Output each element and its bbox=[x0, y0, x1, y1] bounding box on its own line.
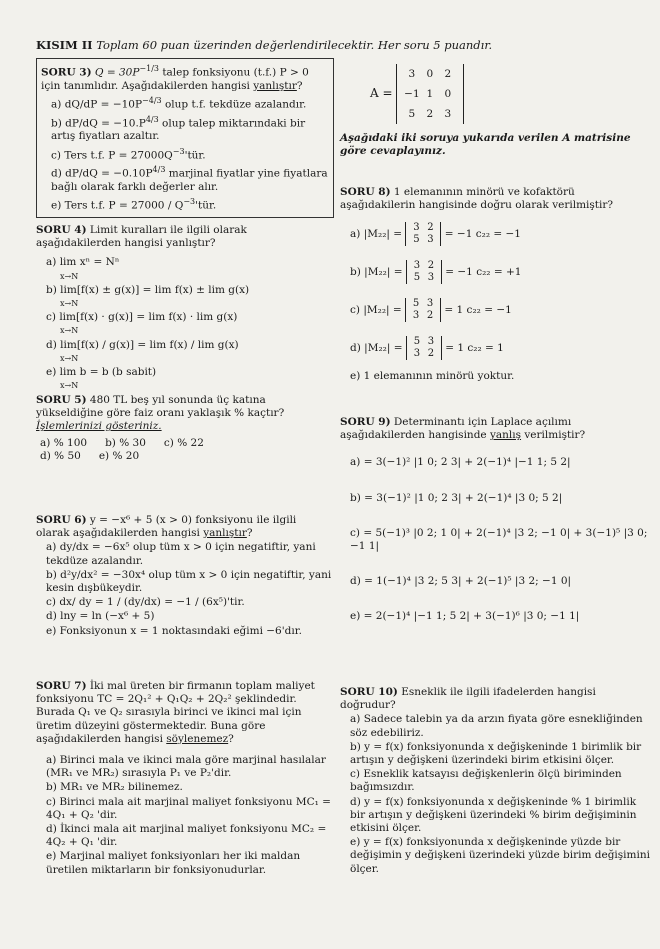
q6-option-e[interactable]: e) Fonksiyonun x = 1 noktasındaki eğimi −6'dır. bbox=[46, 624, 302, 637]
q9-option-d[interactable]: d) = 1(−1)⁴ |3 2; 5 3| + 2(−1)⁵ |3 2; −1 0| bbox=[350, 575, 572, 588]
q6-option-d[interactable]: d) lny = ln (−x⁶ + 5) bbox=[46, 610, 155, 623]
q3-option-c[interactable]: c) Ters t.f. $P = 27000Q^{-3}'tür$. bbox=[51, 146, 206, 162]
q5-option-b[interactable]: b) % 30 bbox=[105, 436, 146, 449]
q5-option-e[interactable]: e) % 20 bbox=[98, 449, 140, 462]
q9-option-a[interactable]: a) = 3(−1)² |1 0; 2 3| + 2(−1)⁴ |−1 1; 5 2| bbox=[350, 456, 571, 469]
q3-option-b[interactable]: b) $dP/dQ = -10.P^{4/3}$ olup talep miktarındaki bir artış fiyatları azaltır. bbox=[51, 114, 306, 143]
section-header bbox=[36, 38, 636, 52]
matrix-caption: Aşağıdaki iki soruya yukarıda verilen A matrisine göre cevaplayınız. bbox=[340, 132, 631, 158]
q7-stem: SORU 7) İki mal üreten bir firmanın toplam maliyet fonksiyonu TC = 2Q₁² + Q₁Q₂ + 2Q₂² şeklindedir. Burada Q₁ ve Q₂ sırasıyla birinci ve ikinci mal için üretim düzeyini göstermektedir. Buna göre aşağıdakilerden hangisi söylenemez? bbox=[36, 680, 315, 745]
q5-option-d[interactable]: d) % 50 bbox=[40, 449, 81, 462]
q8-stem: SORU 8) 1 elemanının minörü ve kofaktörü aşağıdakilerin hangisinde doğru olarak verilmiştir? bbox=[340, 186, 613, 212]
q9-option-c[interactable]: c) = 5(−1)³ |0 2; 1 0| + 2(−1)⁴ |3 2; −1 0| + 3(−1)⁵ |3 0; −1 1| bbox=[350, 526, 648, 553]
q4-option-d[interactable]: d) lim[f(x) / g(x)] = lim f(x) / lim g(x) x→N bbox=[46, 338, 239, 363]
q8-option-e[interactable]: e) 1 elemanının minörü yoktur. bbox=[350, 370, 515, 383]
q10-option-b[interactable]: b) y = f(x) fonksiyonunda x değişkeninde 1 birimlik bir artışın y değişkeni üzerindeki birim etkisini ölçer. bbox=[350, 740, 642, 767]
q8-option-c[interactable]: c) |M₂₂| = 5 3 3 2 = 1 c₂₂ = −1 bbox=[350, 298, 512, 322]
q4-option-a[interactable]: a) lim xⁿ = Nⁿ x→N bbox=[46, 256, 120, 281]
question-7 bbox=[36, 680, 332, 878]
q7-option-d[interactable]: d) İkinci mala ait marjinal maliyet fonksiyonu MC₂ = 4Q₂ + Q₁ 'dir. bbox=[46, 823, 327, 849]
q10-option-e[interactable]: e) y = f(x) fonksiyonunda x değişkeninde yüzde bir değişimin y değişkeni üzerindeki yüzde birim değişimini ölçer. bbox=[350, 836, 650, 875]
q6-option-c[interactable]: c) dx/ dy = 1 / (dy/dx) = −1 / (6x⁵)'tir. bbox=[46, 596, 245, 609]
matrix-a: 3 0 2 −1 1 0 5 2 3 bbox=[396, 64, 464, 124]
q7-option-c[interactable]: c) Birinci mala ait marjinal maliyet fonksiyonu MC₁ = 4Q₁ + Q₂ 'dir. bbox=[46, 795, 331, 821]
q8-option-a[interactable]: a) |M₂₂| = 3 2 5 3 = −1 c₂₂ = −1 bbox=[350, 222, 521, 246]
q7-option-b[interactable]: b) MR₁ ve MR₂ bilinemez. bbox=[46, 781, 183, 794]
q10-stem: SORU 10) Esneklik ile ilgili ifadelerden hangisi doğrudur? bbox=[340, 686, 596, 712]
question-4 bbox=[36, 224, 332, 393]
q6-option-b[interactable]: b) d²y/dx² = −30x⁴ olup tüm x > 0 için negatiftir, yani kesin dışbükeydir. bbox=[46, 568, 332, 595]
q6-stem: SORU 6) y = −x⁶ + 5 (x > 0) fonksiyonu ile ilgili olarak aşağıdakilerden hangisi yanlıştır? bbox=[36, 514, 297, 540]
question-10 bbox=[340, 686, 650, 877]
matrix-a-block bbox=[340, 64, 650, 158]
q3-option-e[interactable]: e) Ters t.f. $P = 27000 / Q^{-3}'tür$. bbox=[51, 197, 217, 212]
matrix-label: A = bbox=[370, 86, 393, 100]
q4-stem: SORU 4) Limit kuralları ile ilgili olarak aşağıdakilerden hangisi yanlıştır? bbox=[36, 224, 247, 250]
question-8 bbox=[340, 186, 650, 385]
q4-option-b[interactable]: b) lim[f(x) ± g(x)] = lim f(x) ± lim g(x) x→N bbox=[46, 283, 250, 309]
q6-option-a[interactable]: a) dy/dx = −6x⁵ olup tüm x > 0 için negatiftir, yani tekdüze azalandır. bbox=[46, 541, 316, 567]
q4-option-c[interactable]: c) lim[f(x) · g(x)] = lim f(x) · lim g(x) x→N bbox=[46, 311, 238, 336]
q9-option-e[interactable]: e) = 2(−1)⁴ |−1 1; 5 2| + 3(−1)⁶ |3 0; −1 1| bbox=[350, 610, 580, 623]
q10-option-a[interactable]: a) Sadece talebin ya da arzın fiyata göre esnekliğinden söz edebiliriz. bbox=[350, 713, 643, 739]
section-part: KISIM II bbox=[36, 38, 93, 52]
q5-option-c[interactable]: c) % 22 bbox=[163, 436, 204, 449]
q9-option-b[interactable]: b) = 3(−1)² |1 0; 2 3| + 2(−1)⁴ |3 0; 5 2| bbox=[350, 491, 563, 504]
q5-stem: SORU 5) 480 TL beş yıl sonunda üç katına yükseldiğine göre faiz oranı yaklaşık % kaçtır? bbox=[36, 394, 285, 420]
q3-option-a[interactable]: a) $dQ/dP = -10P^{-4/3}$ olup t.f. tekdüze azalandır. bbox=[51, 95, 307, 111]
question-6 bbox=[36, 514, 332, 639]
q9-stem: SORU 9) Determinantı için Laplace açılımı aşağıdakilerden hangisinde yanlış verilmiştir? bbox=[340, 416, 586, 442]
q8-option-d[interactable]: d) |M₂₂| = 5 3 3 2 = 1 c₂₂ = 1 bbox=[350, 336, 504, 360]
question-3 bbox=[36, 58, 334, 218]
q10-option-c[interactable]: c) Esneklik katsayısı değişkenlerin ölçü biriminden bağımsızdır. bbox=[350, 768, 622, 794]
q3-stem: SORU 3) $Q = 30P^{-1/3}$ talep fonksiyonu (t.f.) P > 0 için tanımlıdır. Aşağıdakilerden hangisi yanlıştır? bbox=[41, 64, 309, 92]
q7-option-e[interactable]: e) Marjinal maliyet fonksiyonları her iki maldan üretilen miktarların bir fonksiyonudurlar. bbox=[46, 850, 301, 876]
q3-option-d[interactable]: d) $dP/dQ = -0.10P^{4/3}$ marjinal fiyatlar yine fiyatlara bağlı olarak farklı değerler alır. bbox=[51, 165, 328, 193]
question-9 bbox=[340, 416, 650, 625]
q7-option-a[interactable]: a) Birinci mala ve ikinci mala göre marjinal hasılalar (MR₁ ve MR₂) sırasıyla P₁ ve P₂'dir. bbox=[46, 754, 326, 780]
q10-option-d[interactable]: d) y = f(x) fonksiyonunda x değişkeninde % 1 birimlik bir artışın y değişkeni üzerindeki % birim değişiminin etkisini ölçer. bbox=[350, 795, 637, 835]
section-note: Toplam 60 puan üzerinden değerlendirilecektir. Her soru 5 puandır. bbox=[96, 38, 493, 52]
q5-option-a[interactable]: a) % 100 bbox=[40, 436, 88, 449]
q5-note: İşlemlerinizi gösteriniz. bbox=[36, 420, 162, 433]
q8-option-b[interactable]: b) |M₂₂| = 3 2 5 3 = −1 c₂₂ = +1 bbox=[350, 260, 522, 284]
q4-option-e[interactable]: e) lim b = b (b sabit) x→N bbox=[46, 366, 157, 391]
question-5 bbox=[36, 394, 332, 463]
